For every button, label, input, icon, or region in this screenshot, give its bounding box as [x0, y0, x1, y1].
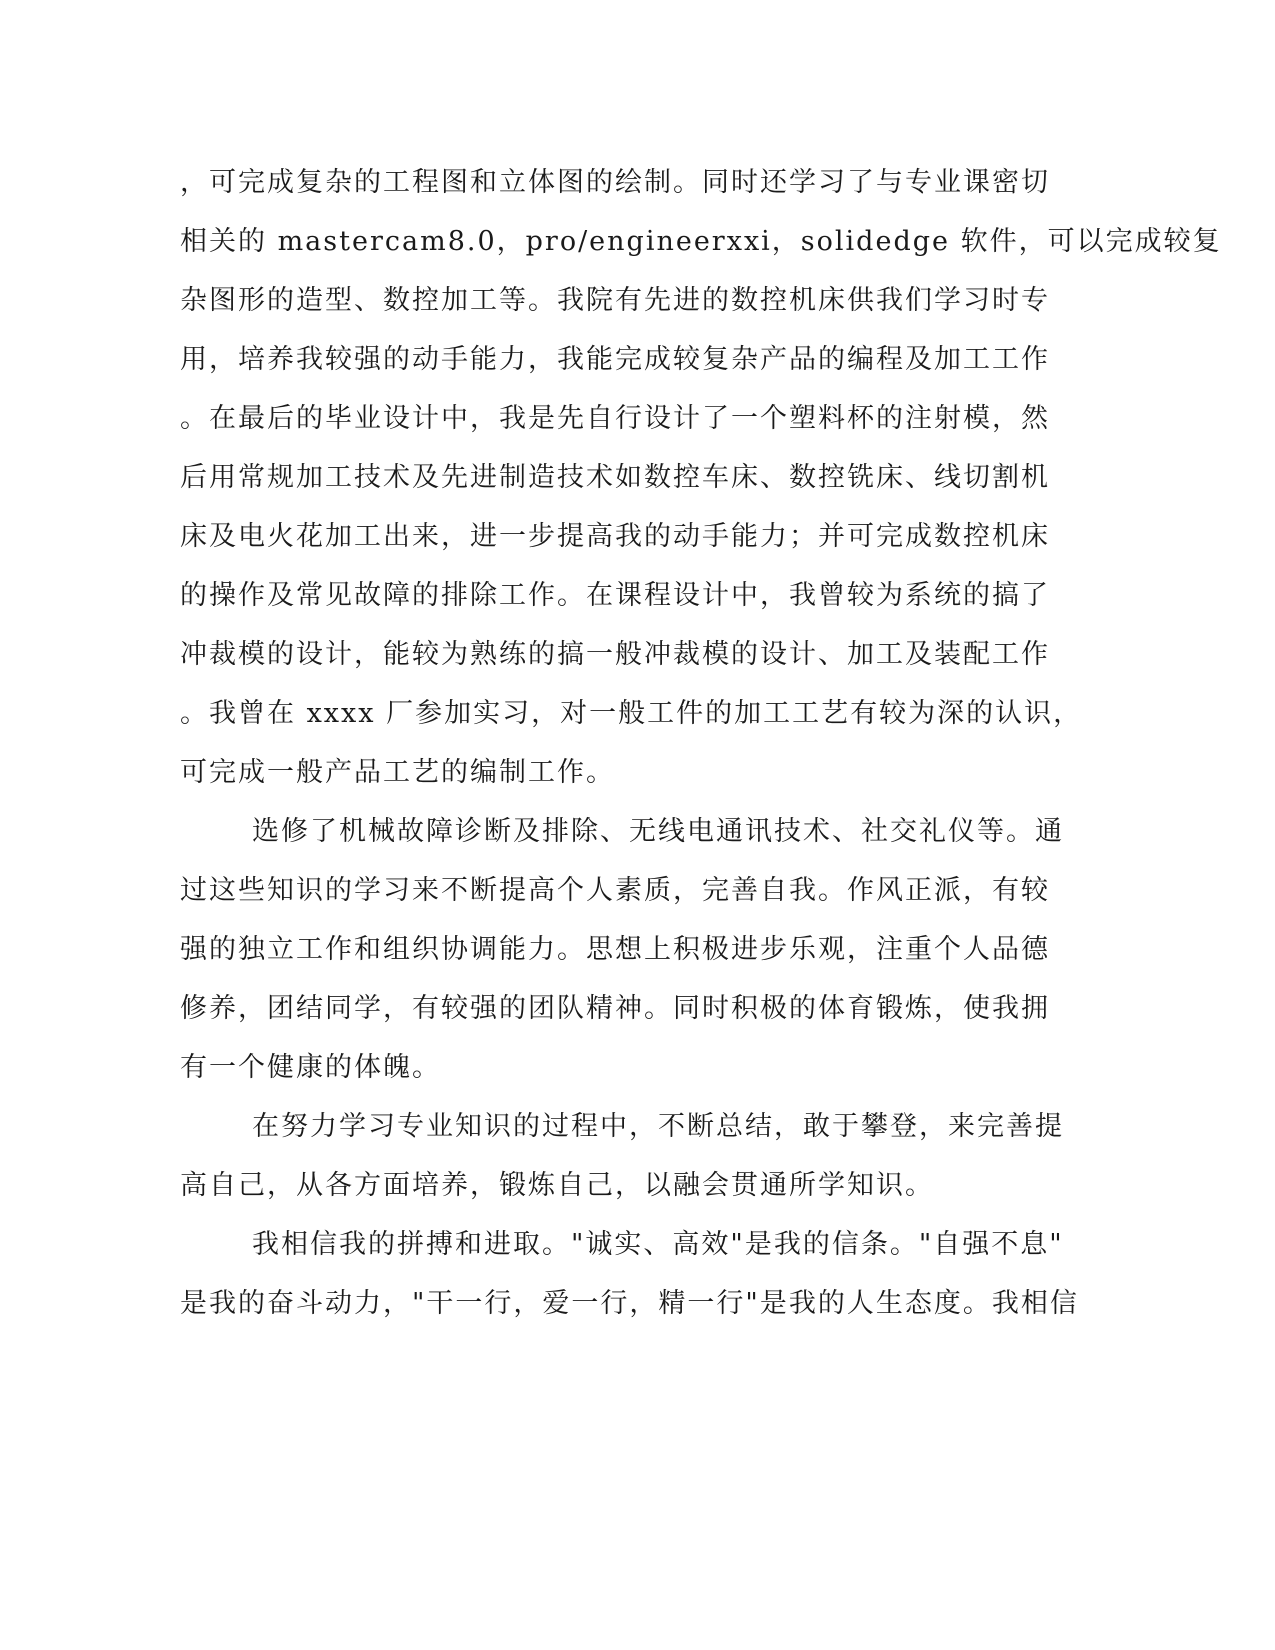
text-line: 是我的奋斗动力，"干一行，爱一行，精一行"是我的人生态度。我相信	[180, 1288, 1079, 1319]
text-line: 。我曾在 xxxx 厂参加实习，对一般工件的加工工艺有较为深的认识，	[180, 698, 1083, 729]
text-line: 过这些知识的学习来不断提高个人素质，完善自我。作风正派，有较	[180, 875, 1050, 906]
text-line: 在努力学习专业知识的过程中，不断总结，敢于攀登，来完善提	[252, 1111, 1064, 1142]
text-line: 冲裁模的设计，能较为熟练的搞一般冲裁模的设计、加工及装配工作	[180, 639, 1050, 670]
text-line: 选修了机械故障诊断及排除、无线电通讯技术、社交礼仪等。通	[252, 816, 1064, 847]
text-line: 高自己，从各方面培养，锻炼自己，以融会贯通所学知识。	[180, 1170, 934, 1201]
document-body	[180, 153, 1222, 1333]
text-line: 我相信我的拼搏和进取。"诚实、高效"是我的信条。"自强不息"	[252, 1229, 1064, 1260]
text-line: 床及电火花加工出来，进一步提高我的动手能力；并可完成数控机床	[180, 521, 1050, 552]
text-line: 强的独立工作和组织协调能力。思想上积极进步乐观，注重个人品德	[180, 934, 1050, 965]
text-line: 相关的 mastercam8.0，pro/engineerxxi，solidedge 软件，可以完成较复	[180, 226, 1222, 257]
text-line: 可完成一般产品工艺的编制工作。	[180, 757, 615, 788]
text-line: 有一个健康的体魄。	[180, 1052, 441, 1083]
text-line: 。在最后的毕业设计中，我是先自行设计了一个塑料杯的注射模，然	[180, 403, 1050, 434]
text-line: 用，培养我较强的动手能力，我能完成较复杂产品的编程及加工工作	[180, 344, 1050, 375]
text-line: 杂图形的造型、数控加工等。我院有先进的数控机床供我们学习时专	[180, 285, 1050, 316]
text-line: ，可完成复杂的工程图和立体图的绘制。同时还学习了与专业课密切	[180, 167, 1050, 198]
text-line: 的操作及常见故障的排除工作。在课程设计中，我曾较为系统的搞了	[180, 580, 1050, 611]
text-line: 后用常规加工技术及先进制造技术如数控车床、数控铣床、线切割机	[180, 462, 1050, 493]
text-line: 修养，团结同学，有较强的团队精神。同时积极的体育锻炼，使我拥	[180, 993, 1050, 1024]
